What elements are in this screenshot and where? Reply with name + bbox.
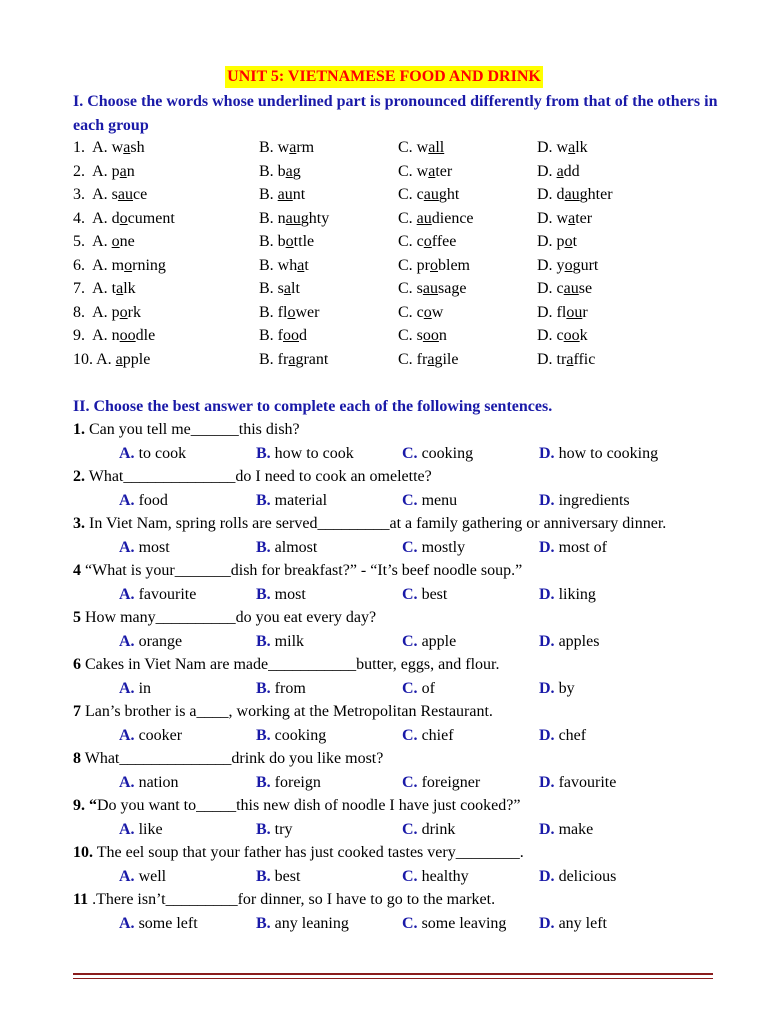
question: 4 “What is your_______dish for breakfast?” - “It’s beef noodle soup.”: [73, 562, 523, 579]
underlined-part: au: [423, 186, 439, 203]
section1-heading: I. Choose the words whose underlined part is pronounced differently from that of the others in each group: [73, 93, 718, 134]
question: 9. “Do you want to_____this new dish of noodle I have just cooked?”: [73, 797, 521, 814]
answer-option: A. most: [119, 538, 170, 556]
section2-list: [73, 418, 713, 935]
answer-option: D. chef: [539, 726, 587, 744]
list-item: [73, 277, 723, 301]
options-row: [73, 630, 713, 654]
answer-option: A. to cook: [119, 444, 187, 462]
answer-option: B. foreign: [256, 773, 321, 791]
answer-option: D. make: [539, 820, 594, 838]
question: 10. The eel soup that your father has just cooked tastes very________.: [73, 844, 524, 861]
question-number: 5: [73, 609, 81, 626]
underlined-part: oo: [563, 327, 580, 344]
question: 7 Lan’s brother is a____, working at the Metropolitan Restaurant.: [73, 703, 493, 720]
option-letter: A.: [119, 585, 135, 603]
word-option: 2. A. pan: [73, 162, 135, 180]
option-letter: B.: [256, 491, 271, 509]
answer-blank: _______: [174, 562, 231, 579]
word-option: B. food: [259, 327, 307, 344]
answer-option: D. delicious: [539, 867, 617, 885]
answer-option: A. food: [119, 491, 168, 509]
underlined-part: o: [287, 303, 296, 321]
answer-option: D. liking: [539, 585, 596, 603]
underlined-part: a: [123, 139, 131, 156]
option-letter: B.: [256, 867, 271, 885]
option-letter: B.: [256, 538, 271, 556]
answer-option: C. chief: [402, 726, 454, 744]
option-letter: B.: [256, 679, 271, 697]
question-number: 8: [73, 750, 81, 767]
answer-option: D. favourite: [539, 773, 617, 791]
answer-option: B. most: [256, 585, 306, 603]
option-letter: D.: [539, 679, 555, 697]
underlined-part: a: [427, 350, 435, 368]
option-letter: C.: [402, 491, 418, 509]
answer-option: C. cooking: [402, 444, 474, 462]
answer-blank: ______________: [123, 468, 236, 485]
answer-option: D. most of: [539, 538, 608, 556]
word-option: 7. A. talk: [73, 280, 136, 297]
underlined-part: au: [422, 280, 439, 297]
footer-divider: [73, 973, 713, 979]
options-row: [73, 912, 713, 936]
underlined-part: a: [116, 280, 124, 297]
list-item: [73, 348, 723, 372]
underlined-part: o: [119, 303, 128, 321]
underlined-part: au: [564, 186, 580, 203]
answer-option: B. any leaning: [256, 914, 349, 932]
word-option: C. coffee: [398, 233, 457, 250]
underlined-part: a: [115, 350, 123, 368]
option-letter: C.: [402, 632, 418, 650]
word-option: C. sausage: [398, 280, 467, 297]
answer-option: C. healthy: [402, 867, 469, 885]
answer-option: C. menu: [402, 491, 458, 509]
answer-option: C. some leaving: [402, 914, 507, 932]
list-item: [73, 136, 723, 160]
word-option: B. what: [259, 256, 309, 274]
option-letter: B.: [256, 726, 271, 744]
underlined-part: all: [428, 139, 445, 156]
word-option: C. caught: [398, 186, 460, 203]
underlined-part: o: [119, 209, 128, 227]
answer-blank: ________: [455, 844, 520, 861]
options-row: [73, 536, 713, 560]
option-letter: A.: [119, 679, 135, 697]
underlined-part: au: [285, 209, 301, 227]
underlined-part: a: [285, 162, 293, 180]
question: 6 Cakes in Viet Nam are made___________butter, eggs, and flour.: [73, 656, 500, 673]
option-letter: C.: [402, 914, 418, 932]
question: 3. In Viet Nam, spring rolls are served_________at a family gathering or anniversary dinner.: [73, 515, 667, 532]
option-letter: B.: [256, 632, 271, 650]
answer-option: A. orange: [119, 632, 183, 650]
answer-option: B. from: [256, 679, 306, 697]
answer-option: D. by: [539, 679, 575, 697]
answer-blank: ___________: [268, 656, 357, 673]
options-row: [73, 583, 713, 607]
option-letter: C.: [402, 773, 418, 791]
answer-option: A. well: [119, 867, 167, 885]
answer-option: C. of: [402, 679, 435, 697]
option-letter: D.: [539, 867, 555, 885]
answer-option: B. best: [256, 867, 301, 885]
underlined-part: a: [428, 162, 436, 180]
answer-blank: ______: [190, 421, 239, 438]
question-number: 11: [73, 891, 89, 908]
answer-option: B. try: [256, 820, 293, 838]
option-letter: D.: [539, 491, 555, 509]
answer-option: B. cooking: [256, 726, 327, 744]
options-row: [73, 771, 713, 795]
word-option: D. daughter: [537, 186, 613, 203]
answer-blank: ____: [196, 703, 229, 720]
list-item: [73, 230, 723, 254]
underlined-part: o: [423, 303, 432, 321]
answer-option: D. apples: [539, 632, 600, 650]
underlined-part: a: [556, 162, 564, 180]
answer-option: C. mostly: [402, 538, 466, 556]
option-letter: C.: [402, 585, 418, 603]
page-title: UNIT 5: VIETNAMESE FOOD AND DRINK: [225, 66, 543, 88]
word-option: D. traffic: [537, 350, 596, 368]
answer-option: B. material: [256, 491, 328, 509]
word-option: C. wall: [398, 139, 445, 156]
word-option: D. cause: [537, 280, 593, 297]
option-letter: B.: [256, 773, 271, 791]
word-option: B. salt: [259, 280, 300, 297]
word-option: C. water: [398, 162, 453, 180]
list-item: [73, 254, 723, 278]
option-letter: D.: [539, 773, 555, 791]
answer-option: A. nation: [119, 773, 179, 791]
answer-option: D. how to cooking: [539, 444, 659, 462]
question-number: 4: [73, 562, 81, 579]
word-option: 1. A. wash: [73, 139, 145, 156]
option-letter: A.: [119, 538, 135, 556]
answer-blank: ______________: [119, 750, 232, 767]
answer-blank: __________: [155, 609, 236, 626]
word-option: C. fragile: [398, 350, 459, 368]
section2-heading: II. Choose the best answer to complete each of the following sentences.: [73, 398, 553, 415]
underlined-part: oo: [119, 327, 136, 344]
answer-option: C. apple: [402, 632, 457, 650]
word-option: C. cow: [398, 303, 444, 321]
word-option: 5. A. one: [73, 233, 135, 250]
word-option: B. bag: [259, 162, 301, 180]
word-option: C. audience: [398, 209, 474, 227]
word-option: C. soon: [398, 327, 447, 344]
underlined-part: au: [416, 209, 432, 227]
options-row: [73, 677, 713, 701]
underlined-part: a: [283, 280, 292, 297]
word-option: 3. A. sauce: [73, 186, 148, 203]
question-number: 9. “: [73, 797, 97, 814]
option-letter: C.: [402, 444, 418, 462]
option-letter: D.: [539, 538, 555, 556]
option-letter: B.: [256, 820, 271, 838]
list-item: [73, 324, 723, 348]
option-letter: D.: [539, 585, 555, 603]
question: 1. Can you tell me______this dish?: [73, 421, 300, 438]
option-letter: C.: [402, 820, 418, 838]
option-letter: A.: [119, 773, 135, 791]
word-option: D. pot: [537, 233, 578, 250]
answer-option: A. in: [119, 679, 152, 697]
option-letter: D.: [539, 914, 555, 932]
word-option: D. water: [537, 209, 593, 227]
question: 2. What______________do I need to cook an omelette?: [73, 468, 432, 485]
option-letter: D.: [539, 726, 555, 744]
option-letter: A.: [119, 444, 135, 462]
word-option: 6. A. morning: [73, 256, 166, 274]
list-item: [73, 183, 723, 207]
underlined-part: oo: [422, 327, 439, 344]
underlined-part: a: [568, 139, 576, 156]
underlined-part: o: [423, 233, 432, 250]
option-letter: C.: [402, 726, 418, 744]
option-letter: A.: [119, 820, 135, 838]
option-letter: A.: [119, 632, 135, 650]
word-option: 4. A. document: [73, 209, 175, 227]
answer-option: C. drink: [402, 820, 456, 838]
title-wrap: [0, 66, 768, 88]
option-letter: C.: [402, 679, 418, 697]
section1-list: [73, 136, 723, 371]
underlined-part: a: [288, 350, 296, 368]
word-option: C. problem: [398, 256, 470, 274]
answer-option: C. best: [402, 585, 448, 603]
question-number: 6: [73, 656, 81, 673]
question: 11 .There isn’t_________for dinner, so I have to go to the market.: [73, 891, 496, 908]
underlined-part: o: [564, 256, 573, 274]
options-row: [73, 865, 713, 889]
underlined-part: o: [430, 256, 438, 274]
underlined-part: au: [117, 186, 134, 203]
underlined-part: o: [285, 233, 294, 250]
question-number: 1.: [73, 421, 85, 438]
word-option: D. walk: [537, 139, 588, 156]
answer-blank: _________: [317, 515, 390, 532]
question-number: 2.: [73, 468, 85, 485]
question-number: 10.: [73, 844, 93, 861]
answer-option: C. foreigner: [402, 773, 481, 791]
underlined-part: au: [563, 280, 579, 297]
list-item: [73, 301, 723, 325]
answer-option: B. almost: [256, 538, 318, 556]
option-letter: B.: [256, 585, 271, 603]
word-option: B. aunt: [259, 186, 306, 203]
underlined-part: o: [564, 233, 573, 250]
underlined-part: a: [119, 162, 127, 180]
answer-option: A. favourite: [119, 585, 197, 603]
word-option: 10. A. apple: [73, 350, 151, 368]
word-option: D. add: [537, 162, 580, 180]
options-row: [73, 442, 713, 466]
option-letter: A.: [119, 491, 135, 509]
answer-blank: _________: [165, 891, 238, 908]
option-letter: C.: [402, 867, 418, 885]
question: 8 What______________drink do you like most?: [73, 750, 384, 767]
underlined-part: au: [277, 186, 293, 203]
option-letter: D.: [539, 632, 555, 650]
question-number: 7: [73, 703, 81, 720]
underlined-part: a: [289, 139, 297, 156]
underlined-part: o: [111, 233, 120, 250]
option-letter: A.: [119, 726, 135, 744]
answer-option: D. any left: [539, 914, 607, 932]
option-letter: C.: [402, 538, 418, 556]
answer-option: B. milk: [256, 632, 305, 650]
underlined-part: a: [566, 350, 574, 368]
question: 5 How many__________do you eat every day?: [73, 609, 377, 626]
underlined-part: oo: [283, 327, 299, 344]
option-letter: B.: [256, 914, 271, 932]
word-option: B. bottle: [259, 233, 315, 250]
underlined-part: ou: [566, 303, 583, 321]
option-letter: B.: [256, 444, 271, 462]
options-row: [73, 724, 713, 748]
answer-option: A. like: [119, 820, 163, 838]
answer-option: B. how to cook: [256, 444, 354, 462]
list-item: [73, 160, 723, 184]
underlined-part: a: [568, 209, 576, 227]
answer-option: A. cooker: [119, 726, 183, 744]
option-letter: D.: [539, 444, 555, 462]
answer-option: A. some left: [119, 914, 198, 932]
word-option: D. yogurt: [537, 256, 599, 274]
underlined-part: a: [297, 256, 305, 274]
question-number: 3.: [73, 515, 85, 532]
word-option: B. naughty: [259, 209, 330, 227]
underlined-part: o: [124, 256, 133, 274]
answer-blank: _____: [196, 797, 237, 814]
word-option: D. cook: [537, 327, 588, 344]
word-option: B. fragrant: [259, 350, 329, 368]
word-option: B. warm: [259, 139, 315, 156]
answer-option: D. ingredients: [539, 491, 630, 509]
word-option: 9. A. noodle: [73, 327, 156, 344]
list-item: [73, 207, 723, 231]
word-option: B. flower: [259, 303, 320, 321]
option-letter: D.: [539, 820, 555, 838]
word-option: 8. A. pork: [73, 303, 141, 321]
options-row: [73, 818, 713, 842]
options-row: [73, 489, 713, 513]
option-letter: A.: [119, 914, 135, 932]
option-letter: A.: [119, 867, 135, 885]
word-option: D. flour: [537, 303, 588, 321]
